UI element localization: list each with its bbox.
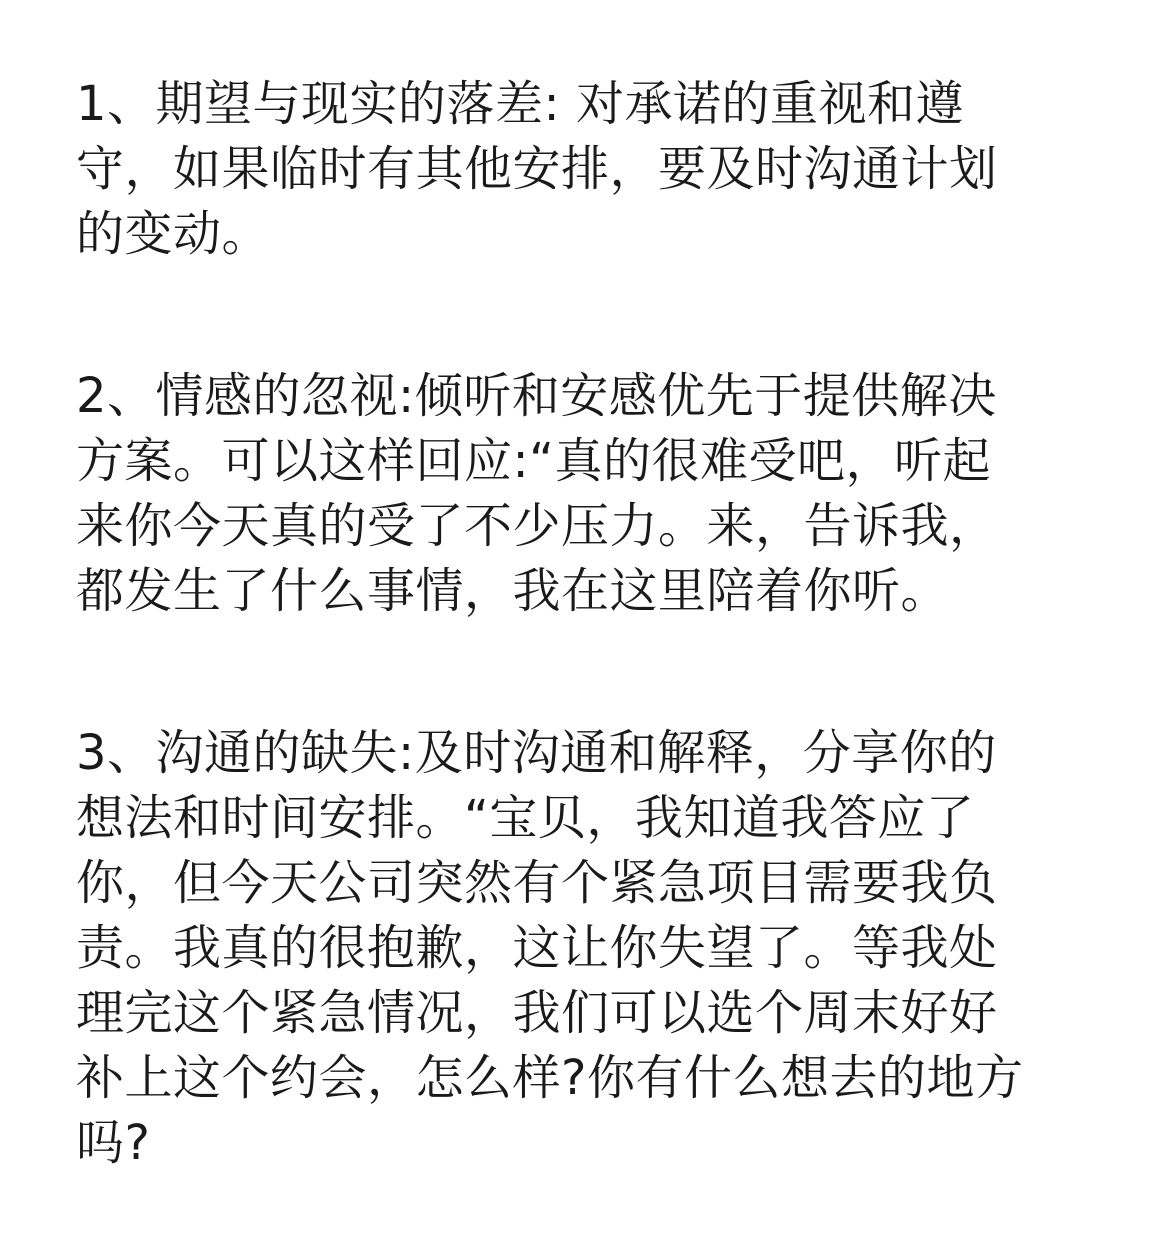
text-line: 你，但今天公司突然有个紧急项目需要我负 — [76, 855, 998, 911]
text-line: 来你今天真的受了不少压力。来，告诉我， — [76, 498, 998, 554]
paragraph-gap — [76, 267, 1096, 364]
paragraph-gap — [76, 624, 1096, 721]
text-line: 1、期望与现实的落差: 对承诺的重视和遵 — [76, 76, 964, 132]
text-line: 责。我真的很抱歉，这让你失望了。等我处 — [76, 920, 998, 976]
paragraph-2 — [76, 364, 1096, 624]
text-line: 都发生了什么事情，我在这里陪着你听。 — [76, 563, 950, 619]
text-line: 方案。可以这样回应:“真的很难受吧，听起 — [76, 433, 992, 489]
text-line: 补上这个约会，怎么样?你有什么想去的地方 — [76, 1050, 1024, 1106]
text-line: 的变动。 — [76, 206, 271, 262]
text-line: 3、沟通的缺失:及时沟通和解释，分享你的 — [76, 725, 997, 781]
text-line: 2、情感的忽视:倾听和安感优先于提供解决 — [76, 368, 997, 424]
text-line: 想法和时间安排。“宝贝，我知道我答应了 — [76, 790, 975, 846]
paragraph-3 — [76, 721, 1096, 1176]
text-line: 理完这个紧急情况，我们可以选个周末好好 — [76, 985, 998, 1041]
text-line: 吗? — [76, 1115, 151, 1171]
document-body — [76, 72, 1096, 1176]
paragraph-1 — [76, 72, 1096, 267]
text-line: 守，如果临时有其他安排，要及时沟通计划 — [76, 141, 998, 197]
